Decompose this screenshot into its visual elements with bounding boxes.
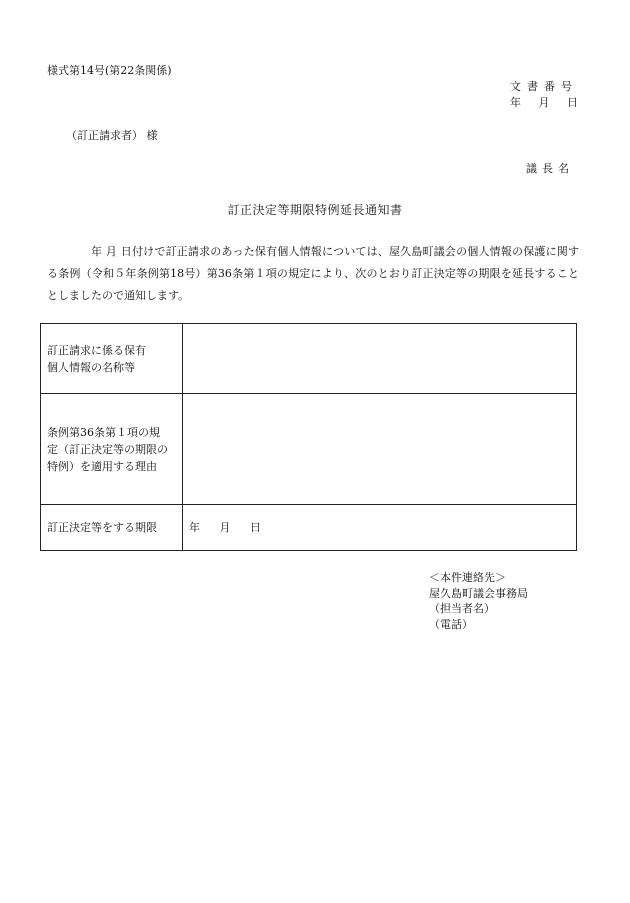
- row-label-info-name: [41, 324, 183, 394]
- contact-block: [429, 570, 528, 632]
- sender-name: 議長名: [526, 162, 574, 175]
- document-number-label: 文書番号: [510, 80, 578, 93]
- contact-phone: （電話）: [429, 617, 473, 631]
- table-row: [41, 324, 577, 394]
- label-line: 条例第36条第１項の規: [47, 425, 160, 439]
- contact-office: 屋久島町議会事務局: [429, 586, 528, 600]
- contact-person: （担当者名）: [429, 602, 495, 615]
- document-title: 訂正決定等期限特例延長通知書: [227, 203, 403, 217]
- label-line: 個人情報の名称等: [47, 360, 135, 374]
- label-line: 定（訂正決定等の期限の: [47, 442, 168, 456]
- body-paragraph: 年 月 日付けで訂正請求のあった保有個人情報については、屋久島町議会の個人情報の保護に関する条例（令和５年条例第18号）第36条第１項の規定により、次のとおり訂正決定等の期限を延長することとしましたので通知します。: [47, 245, 579, 302]
- row-label-reason: [41, 394, 183, 505]
- row-value-info-name: [183, 324, 577, 394]
- row-value-deadline: 年 月 日: [183, 505, 577, 551]
- recipient: （訂正請求者） 様: [66, 129, 158, 142]
- row-value-reason: [183, 394, 577, 505]
- form-number: 様式第14号(第22条関係): [47, 64, 172, 77]
- label-line: 訂正請求に係る保有: [47, 343, 146, 357]
- table-row: [41, 394, 577, 505]
- contact-header: ＜本件連絡先＞: [429, 571, 506, 584]
- table-row: [41, 505, 577, 551]
- row-label-deadline: 訂正決定等をする期限: [41, 505, 183, 551]
- issue-date: 年 月 日: [510, 96, 578, 109]
- label-line: 特例）を適用する理由: [47, 459, 157, 473]
- extension-details-table: [40, 323, 577, 551]
